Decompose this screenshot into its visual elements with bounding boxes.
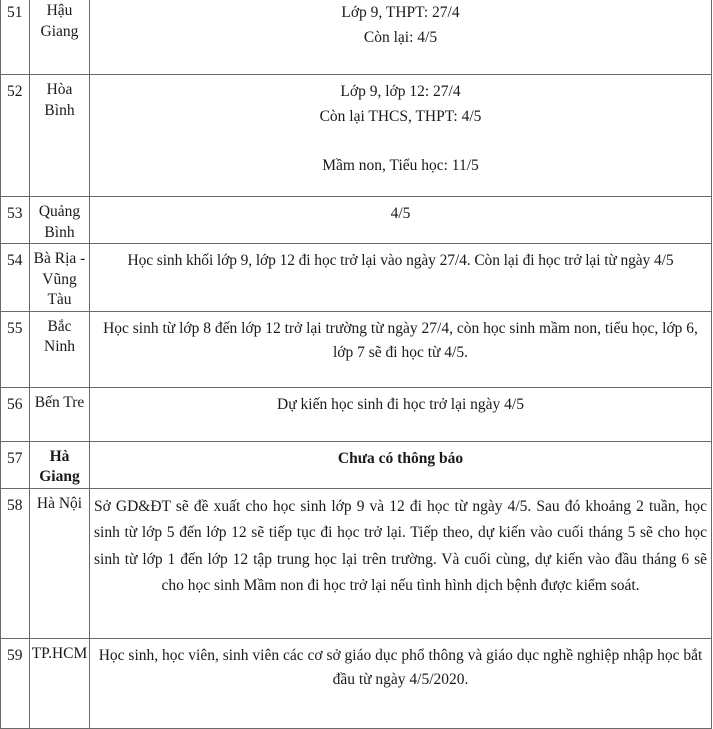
row-number: 56	[1, 387, 30, 441]
province-name: Hà Giang	[30, 441, 90, 488]
table-row	[1, 441, 712, 488]
table-row	[1, 387, 712, 441]
row-number: 54	[1, 244, 30, 312]
row-number: 57	[1, 441, 30, 488]
row-number: 53	[1, 197, 30, 244]
schedule-info: Học sinh, học viên, sinh viên các cơ sở giáo dục phổ thông và giáo dục nghề nghiệp nhập học bắt đầu từ ngày 4/5/2020.	[90, 638, 712, 728]
schedule-info: Dự kiến học sinh đi học trở lại ngày 4/5	[90, 387, 712, 441]
schedule-info: Sở GD&ĐT sẽ đề xuất cho học sinh lớp 9 và 12 đi học từ ngày 4/5. Sau đó khoảng 2 tuần, học sinh từ lớp 5 đến lớp 12 sẽ tiếp tục đi học trở lại. Tiếp theo, dự kiến vào cuối tháng 5 sẽ cho học sinh từ lớp 1 đến lớp 12 tập trung học lại trên trường. Và cuối cùng, dự kiến vào đầu tháng 6 sẽ cho học sinh Mầm non đi học trở lại nếu tình hình dịch bệnh được kiểm soát.	[90, 488, 712, 638]
schedule-info: Lớp 9, lớp 12: 27/4 Còn lại THCS, THPT: 4/5 Mầm non, Tiểu học: 11/5	[90, 75, 712, 197]
row-number: 52	[1, 75, 30, 197]
schedule-info: Học sinh từ lớp 8 đến lớp 12 trở lại trường từ ngày 27/4, còn học sinh mầm non, tiểu học, lớp 6, lớp 7 sẽ đi học từ 4/5.	[90, 311, 712, 387]
schedule-info: Học sinh khối lớp 9, lớp 12 đi học trở lại vào ngày 27/4. Còn lại đi học trở lại từ ngày 4/5	[90, 244, 712, 312]
province-name: Hòa Bình	[30, 75, 90, 197]
table-row	[1, 311, 712, 387]
row-number: 58	[1, 488, 30, 638]
row-number: 51	[1, 0, 30, 75]
province-name: TP.HCM	[30, 638, 90, 728]
table-row	[1, 0, 712, 75]
province-name: Quảng Bình	[30, 197, 90, 244]
schedule-info: Chưa có thông báo	[90, 441, 712, 488]
row-number: 59	[1, 638, 30, 728]
table-row	[1, 244, 712, 312]
schedule-info: 4/5	[90, 197, 712, 244]
province-name: Bắc Ninh	[30, 311, 90, 387]
province-name: Bến Tre	[30, 387, 90, 441]
table-row	[1, 488, 712, 638]
row-number: 55	[1, 311, 30, 387]
table-row	[1, 638, 712, 728]
province-name: Hậu Giang	[30, 0, 90, 75]
table-row	[1, 75, 712, 197]
schedule-info: Lớp 9, THPT: 27/4 Còn lại: 4/5	[90, 0, 712, 75]
province-name: Hà Nội	[30, 488, 90, 638]
province-name: Bà Rịa - Vũng Tàu	[30, 244, 90, 312]
table-row	[1, 197, 712, 244]
